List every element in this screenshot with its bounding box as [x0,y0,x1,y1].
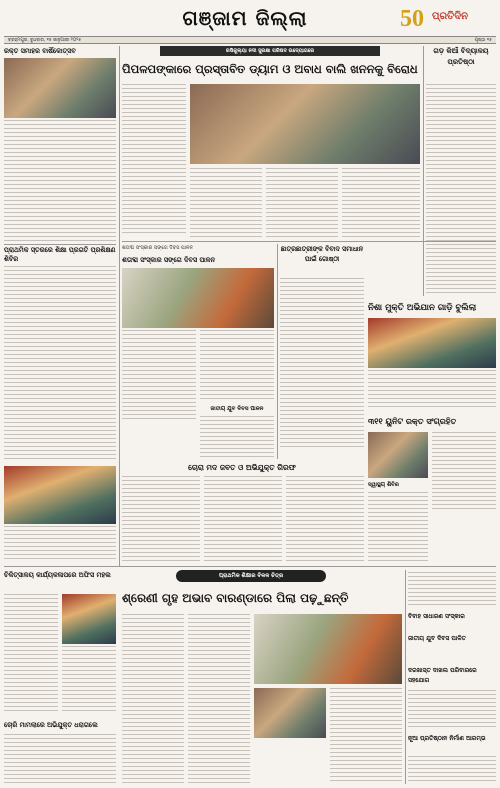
theft-body-2 [204,476,282,562]
bottom-right-headline-3: ଦରଖାସ୍ତ ଦାଖଲ ପରିବାରରେ ସହଯୋଗ [408,667,477,684]
left-mid-headline: ପ୍ରାଥମିକ ସ୍ତରରେ ଶିକ୍ଷା ପ୍ରଗତି ପ୍ରଶିକ୍ଷଣ ଶିବିର [4,246,116,263]
main-body-col1 [122,84,186,234]
masthead-title: ଗଞ୍ଜାମ ଜିଲ୍ଲା [182,6,308,30]
school-photo-2 [254,688,326,738]
main-headline: ପିପଳପଙ୍କାରେ ପ୍ରସ୍ତାବିତ ଡ୍ୟାମ ଓ ଅବାଧ ବାଲି ଖନନକୁ ବିରୋଧ [122,62,418,76]
column-divider-right [423,46,424,296]
bottom-left-body-2 [62,646,116,714]
bottom-right-body-top [408,572,496,608]
bottom-left-photo [62,594,116,644]
rally-headline: ଶତାବ୍ଦୀ ସଂସ୍କାର ସଙ୍ଗେ ଦିବସ ପାଳନ [122,256,215,264]
bottom-right-headline-1: ବିବାହ ସାଧାରଣ ସଂସ୍କାର [408,613,465,620]
divider [122,241,496,242]
students-body [280,278,364,448]
column-divider [119,46,120,566]
health-headline: ସ୍ୱାସ୍ଥ୍ୟ ଶିବିର [368,482,399,488]
bottom-right-body-1 [408,690,496,730]
main-body-col2 [190,168,262,238]
blood-photo [368,432,428,478]
students-headline: ଛାତ୍ରଛାତ୍ରୀଙ୍କ ବିବାଦ ସମାଧାନ ପାଇଁ ଗୋଷ୍ଠୀ [280,245,364,263]
left-top-headline: ରକ୍ତ ସମାହର ବାର୍ଷିକୋତ୍ସବ [4,47,76,55]
school-headline: ଶ୍ରେଣୀ ଗୃହ ଅଭାବ ବାରଣ୍ଡାରେ ପିଲା ପଢ଼ୁଛନ୍ତି [122,591,349,605]
bottom-right-headline-2: ଜାତୀୟ ଯୁବ ଦିବସ ପାଳିତ [408,635,466,642]
main-kicker: ରଷିକୁଲ୍ୟା ନଦୀ ସୁରକ୍ଷା ପରିଷଦ ଉଦ୍ୟୋଗରେ [160,46,380,56]
blood-body [432,432,496,512]
column-divider [405,570,406,784]
left-top-body [4,120,116,242]
left-bottom-photo [4,466,116,524]
masthead-logo [400,6,496,34]
bottom-left-body-3 [4,734,116,784]
theft-headline: ଚୋରା ମଦ ଜବତ ଓ ଅଭିଯୁକ୍ତ ଗିରଫ [188,463,296,472]
right-top-headline: ଗଡ଼ କିଆଁ ବିଦ୍ୟାଳୟ ପ୍ରତିଷ୍ଠା [433,47,489,66]
bottom-left-body-1 [4,594,58,714]
section-divider [4,566,496,567]
drug-body [368,370,496,410]
school-body-2 [188,614,250,784]
left-top-photo [4,58,116,118]
main-body-col3 [266,168,338,238]
rally-body [122,330,196,420]
main-photo [190,84,420,164]
school-kicker: ପ୍ରାଥମିକ ଶିକ୍ଷାର ବିକଳ ଚିତ୍ର [176,570,326,582]
drug-headline: ନିଶା ମୁକ୍ତି ଅଭିଯାନ ଗାଡ଼ି ବୁଲିଲା [368,303,477,313]
theft-body-1 [122,476,200,562]
dateline-bar [4,36,496,44]
logo-text: ପ୍ରତିଦିନ [432,11,468,22]
divider [4,244,116,245]
right-top-body [426,84,496,294]
blood-headline: ୩୧୧ ୟୁନିଟ ରକ୍ତ ସଂଗ୍ରହିତ [368,417,457,426]
rally-kicker: ଶତାବ୍ଦୀ ସଂସ୍କାର ସଙ୍ଗେ ଦିବସ ପାଳନ [122,245,193,251]
theft-body-3 [286,476,364,562]
school-body-3 [330,688,402,784]
logo-number: 50 [400,6,424,32]
bottom-right-headline-4: ନୂଆ ପ୍ରତିଷ୍ଠାନ ନିର୍ମାଣ ଆରମ୍ଭ [408,735,486,742]
bottom-right-body-2 [408,756,496,784]
left-mid-body [4,266,116,462]
page-number: ପୃଷ୍ଠା ୧୫ [474,38,492,43]
health-body [368,492,428,562]
bottom-left-headline-2: ଚୋରି ମାମଲାରେ ଅଭିଯୁକ୍ତ ଧରାଗଲେ [4,721,98,729]
school-photo-1 [254,614,402,684]
drug-photo [368,318,496,368]
main-body-col4 [342,168,420,238]
rally-body-2 [200,330,274,400]
school-body-1 [122,614,184,784]
bottom-left-headline-1: ଚିକିତ୍ସାଳୟ କାର୍ଯ୍ୟକଳାପରେ ଅଫିସ ମହଲ [4,571,111,579]
left-bottom-body [4,526,116,562]
sports-body [200,416,274,458]
sports-headline: ଜାତୀୟ ଯୁବ ଦିବସ ପାଳନ [210,406,264,412]
column-divider [277,244,278,459]
rally-photo [122,268,274,328]
dateline: ବ୍ରହ୍ମପୁର, ବୁଧବାର, ୧୫ ଜାନୁଆରୀ ୨୦୨୫ [8,38,82,43]
